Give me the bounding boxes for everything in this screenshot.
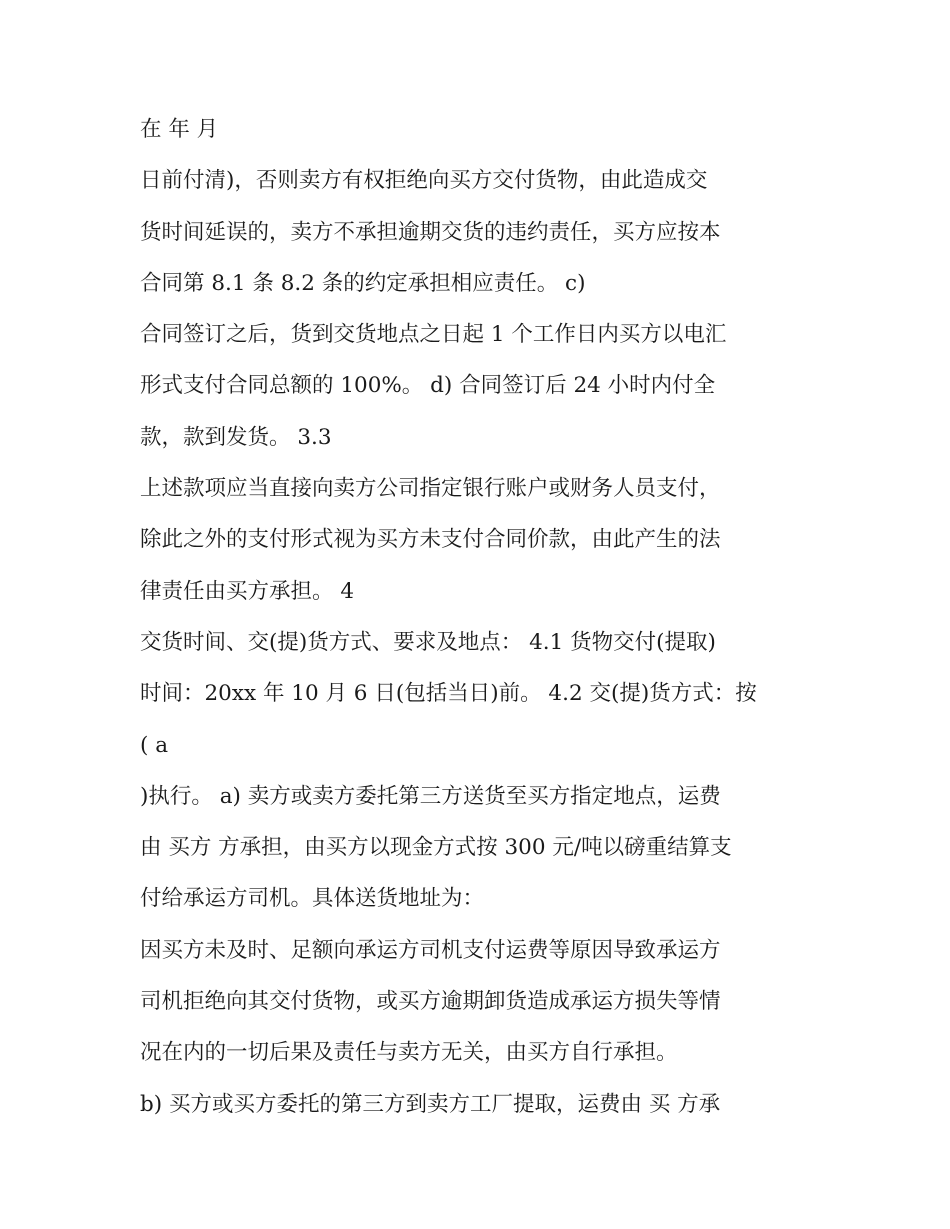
text-line: 形式支付合同总额的 100%。 d) 合同签订后 24 小时内付全 — [140, 373, 716, 399]
text-line: 货时间延误的，卖方不承担逾期交货的违约责任，买方应按本 — [140, 219, 721, 245]
text-line: ( a — [140, 732, 169, 758]
text-line: )执行。 a) 卖方或卖方委托第三方送货至买方指定地点，运费 — [140, 783, 721, 809]
text-line: 交货时间、交(提)货方式、要求及地点： 4.1 货物交付(提取) — [140, 629, 716, 655]
text-line: 除此之外的支付形式视为买方未支付合同价款，由此产生的法 — [140, 527, 721, 553]
text-line: 律责任由买方承担。 4 — [140, 578, 355, 604]
text-line: b) 买方或买方委托的第三方到卖方工厂提取，运费由 买 方承 — [140, 1091, 721, 1117]
text-line: 上述款项应当直接向卖方公司指定银行账户或财务人员支付， — [140, 476, 721, 502]
text-line: 司机拒绝向其交付货物，或买方逾期卸货造成承运方损失等情 — [140, 989, 721, 1015]
text-line: 在 年 月 — [140, 117, 219, 142]
text-line: 付给承运方司机。具体送货地址为： — [140, 886, 485, 912]
text-line: 合同签订之后，货到交货地点之日起 1 个工作日内买方以电汇 — [140, 322, 727, 348]
text-line: 日前付清)，否则卖方有权拒绝向买方交付货物，由此造成交 — [140, 168, 708, 194]
text-line: 时间：20xx 年 10 月 6 日(包括当日)前。 4.2 交(提)货方式：按 — [140, 681, 757, 707]
text-line: 款，款到发货。 3.3 — [140, 424, 332, 450]
text-line: 合同第 8.1 条 8.2 条的约定承担相应责任。 c) — [140, 270, 586, 296]
text-line: 由 买方 方承担，由买方以现金方式按 300 元/吨以磅重结算支 — [140, 835, 732, 861]
text-line: 因买方未及时、足额向承运方司机支付运费等原因导致承运方 — [140, 937, 721, 963]
text-line: 况在内的一切后果及责任与卖方无关，由买方自行承担。 — [140, 1040, 678, 1066]
document-body — [140, 112, 820, 1138]
